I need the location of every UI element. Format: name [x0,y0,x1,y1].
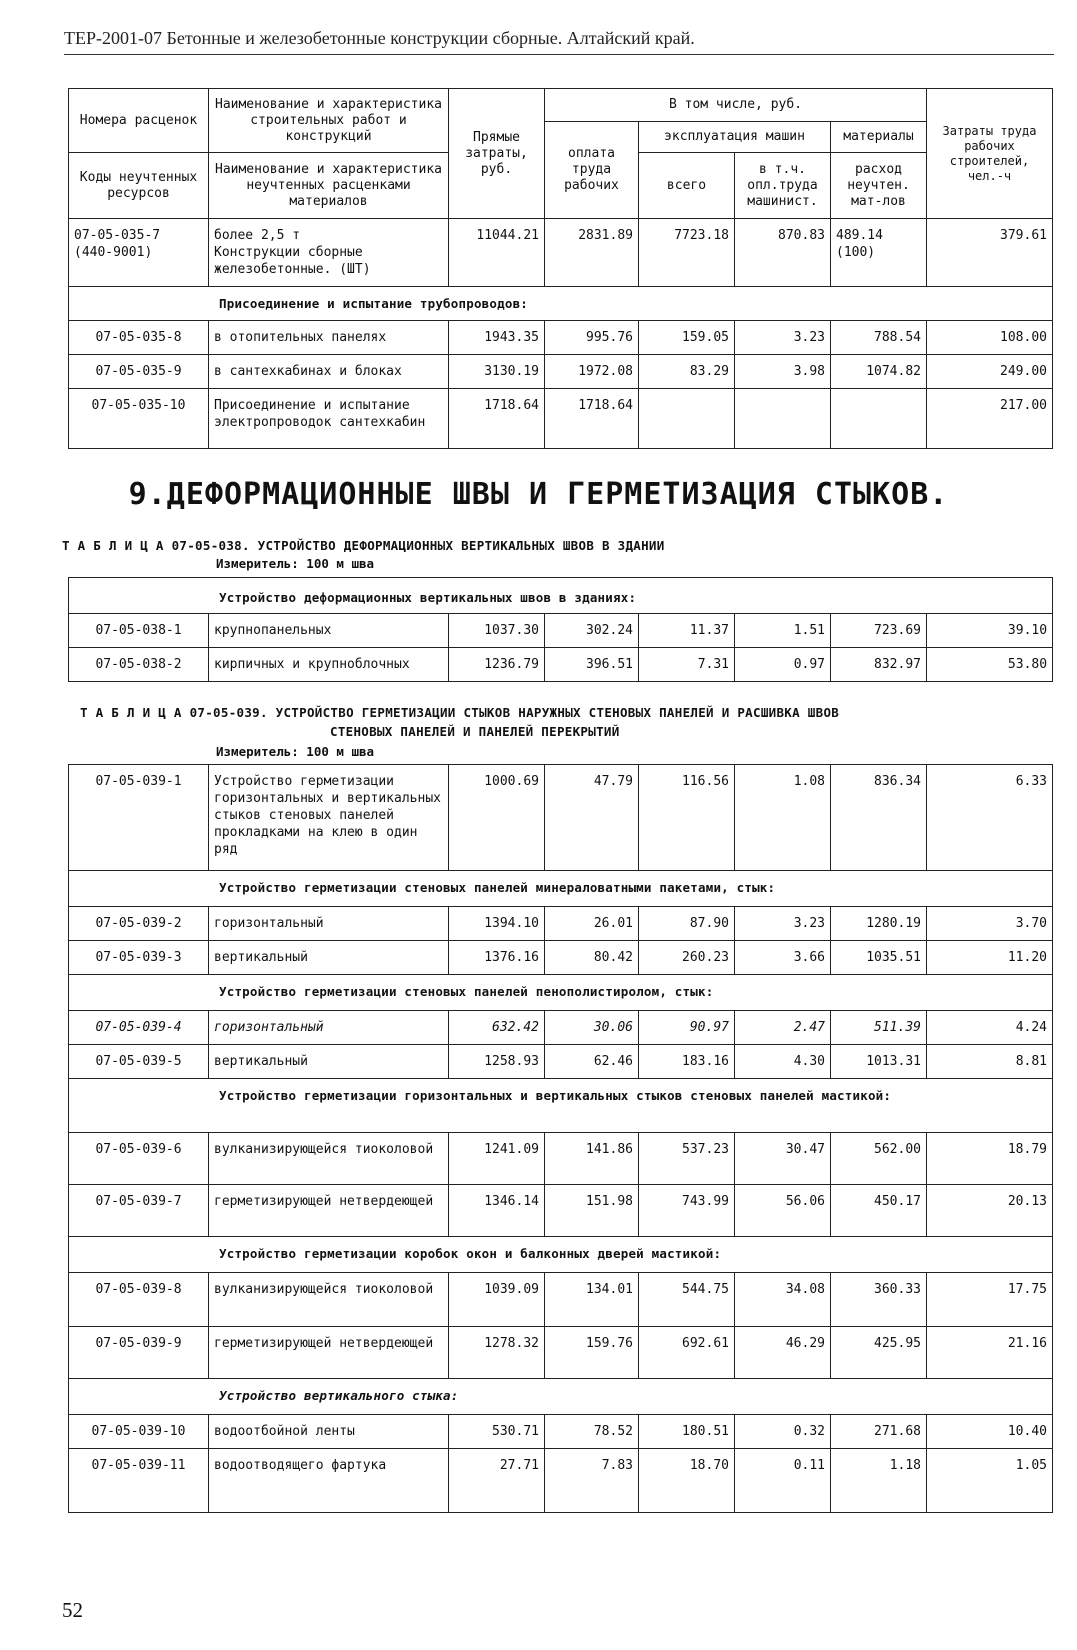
cell-m-total: 11.37 [639,614,735,648]
section-heading: Устройство герметизации горизонтальных и вертикальных стыков стеновых панелей мастикой: [69,1079,1053,1133]
cell-pay: 396.51 [545,648,639,682]
cell-materials: 360.33 [831,1273,927,1327]
cell-direct: 3130.19 [449,355,545,389]
cell-m-incl: 0.32 [735,1415,831,1449]
section-heading: Устройство герметизации стеновых панелей пенополистиролом, стык: [69,975,1053,1011]
row-code: 07-05-035-7 (440-9001) [69,219,209,287]
cell-pay: 159.76 [545,1327,639,1379]
cell-pay: 2831.89 [545,219,639,287]
cell-direct: 1394.10 [449,907,545,941]
section-heading: Присоединение и испытание трубопроводов: [69,287,1053,321]
cell-materials: 1013.31 [831,1045,927,1079]
cell-direct: 1258.93 [449,1045,545,1079]
cell-m-total: 18.70 [639,1449,735,1513]
cell-pay: 80.42 [545,941,639,975]
cell-materials: 450.17 [831,1185,927,1237]
cell-pay: 47.79 [545,765,639,871]
row-code: 07-05-039-5 [69,1045,209,1079]
col-m-incl: в т.ч. опл.труда машинист. [735,153,831,219]
cell-m-incl: 56.06 [735,1185,831,1237]
table-row [69,1415,1053,1449]
row-code: 07-05-039-8 [69,1273,209,1327]
cell-m-incl: 1.51 [735,614,831,648]
table-label: Т А Б Л И Ц А [62,538,164,553]
cell-materials: 1074.82 [831,355,927,389]
cell-labor: 108.00 [927,321,1053,355]
cell-m-incl: 30.47 [735,1133,831,1185]
col-materials: материалы [831,122,927,153]
cell-labor: 4.24 [927,1011,1053,1045]
cell-m-total: 544.75 [639,1273,735,1327]
cell-materials: 1035.51 [831,941,927,975]
cell-direct: 1039.09 [449,1273,545,1327]
cell-labor: 8.81 [927,1045,1053,1079]
row-code: 07-05-039-10 [69,1415,209,1449]
cell-m-total: 180.51 [639,1415,735,1449]
cell-pay: 7.83 [545,1449,639,1513]
cell-m-total: 87.90 [639,907,735,941]
cell-m-incl: 3.98 [735,355,831,389]
table-row [69,1133,1053,1185]
table-07-05-039 [68,764,1053,1513]
cell-m-total: 692.61 [639,1327,735,1379]
cell-m-total: 183.16 [639,1045,735,1079]
row-name: герметизирующей нетвердеющей [209,1327,449,1379]
cell-direct: 1376.16 [449,941,545,975]
cell-direct: 1000.69 [449,765,545,871]
cell-m-total: 90.97 [639,1011,735,1045]
col-pay: оплата труда рабочих [545,122,639,219]
table-row [69,389,1053,449]
col-direct: Прямые затраты, руб. [449,89,545,219]
cell-pay: 134.01 [545,1273,639,1327]
cell-materials: 723.69 [831,614,927,648]
cell-labor: 11.20 [927,941,1053,975]
row-name: водоотбойной ленты [209,1415,449,1449]
table-row [69,907,1053,941]
cell-labor: 249.00 [927,355,1053,389]
table-title: 07-05-039. УСТРОЙСТВО ГЕРМЕТИЗАЦИИ СТЫКОВ НАРУЖНЫХ СТЕНОВЫХ ПАНЕЛЕЙ И РАСШИВКА ШВОВ [189,705,840,720]
table-row [69,1327,1053,1379]
col-name-bottom: Наименование и характеристика неучтенных расценками материалов [209,153,449,219]
table-row [69,355,1053,389]
cell-labor: 1.05 [927,1449,1053,1513]
section-row [69,287,1053,321]
row-code: 07-05-039-9 [69,1327,209,1379]
cell-direct: 1037.30 [449,614,545,648]
cell-materials: 1.18 [831,1449,927,1513]
row-code: 07-05-039-2 [69,907,209,941]
section-row [69,1237,1053,1273]
row-code: 07-05-038-2 [69,648,209,682]
table-row [69,941,1053,975]
page-number: 52 [62,1598,83,1622]
row-name: Присоединение и испытание электропроводок сантехкабин [209,389,449,449]
cell-m-total: 116.56 [639,765,735,871]
table-row [69,219,1053,287]
section-heading: Устройство вертикального стыка: [69,1379,1053,1415]
cell-materials: 511.39 [831,1011,927,1045]
cell-m-total [639,389,735,449]
table-row [69,1185,1053,1237]
cell-direct: 632.42 [449,1011,545,1045]
table-row [69,765,1053,871]
row-name: вертикальный [209,1045,449,1079]
col-code-bottom: Коды неучтенных ресурсов [69,153,209,219]
row-name: герметизирующей нетвердеющей [209,1185,449,1237]
table-07-05-038 [68,577,1053,682]
row-code: 07-05-035-9 [69,355,209,389]
row-name: вулканизирующейся тиоколовой [209,1273,449,1327]
section-row [69,578,1053,614]
cell-m-total: 743.99 [639,1185,735,1237]
table-caption-038 [62,538,665,553]
row-name-line: Конструкции сборные железобетонные. [214,245,363,277]
cell-labor: 10.40 [927,1415,1053,1449]
header-rule [64,54,1054,55]
table-measure-039: Измеритель: 100 м шва [216,744,375,759]
cell-m-total: 159.05 [639,321,735,355]
cell-materials: 1280.19 [831,907,927,941]
cell-materials: 425.95 [831,1327,927,1379]
row-name: крупнопанельных [209,614,449,648]
row-code: 07-05-039-11 [69,1449,209,1513]
cell-direct: 530.71 [449,1415,545,1449]
cell-m-incl: 2.47 [735,1011,831,1045]
cell-m-total: 260.23 [639,941,735,975]
col-code-top: Номера расценок [69,89,209,153]
row-name: Устройство герметизации горизонтальных и вертикальных стыков стеновых панелей прокладками на клею в один ряд [209,765,449,871]
cell-labor: 39.10 [927,614,1053,648]
section-row [69,1079,1053,1133]
cell-direct: 1278.32 [449,1327,545,1379]
table-row [69,614,1053,648]
table-row [69,1011,1053,1045]
running-header: ТЕР-2001-07 Бетонные и железобетонные конструкции сборные. Алтайский край. [64,28,695,48]
cell-m-incl: 3.66 [735,941,831,975]
section-heading: Устройство герметизации стеновых панелей минераловатными пакетами, стык: [69,871,1053,907]
section-row [69,975,1053,1011]
row-code: 07-05-039-4 [69,1011,209,1045]
row-name: вулканизирующейся тиоколовой [209,1133,449,1185]
cell-materials: 562.00 [831,1133,927,1185]
cell-materials: 832.97 [831,648,927,682]
cell-materials [831,389,927,449]
cell-m-total: 537.23 [639,1133,735,1185]
cell-pay: 995.76 [545,321,639,355]
cell-m-incl: 1.08 [735,765,831,871]
cell-labor: 217.00 [927,389,1053,449]
row-name [209,219,449,287]
header-row-1 [69,89,1053,122]
cell-m-incl: 870.83 [735,219,831,287]
cell-m-total: 7723.18 [639,219,735,287]
cell-direct: 1346.14 [449,1185,545,1237]
col-name-top: Наименование и характеристика строительных работ и конструкций [209,89,449,153]
row-code: 07-05-038-1 [69,614,209,648]
cell-labor: 18.79 [927,1133,1053,1185]
cell-labor: 53.80 [927,648,1053,682]
row-code: 07-05-035-8 [69,321,209,355]
cell-labor: 6.33 [927,765,1053,871]
row-code: 07-05-035-10 [69,389,209,449]
cell-m-incl: 3.23 [735,907,831,941]
cell-labor: 17.75 [927,1273,1053,1327]
cell-pay: 1718.64 [545,389,639,449]
cell-direct: 1943.35 [449,321,545,355]
table-label: Т А Б Л И Ц А [80,705,182,720]
cell-m-incl: 3.23 [735,321,831,355]
cell-pay: 30.06 [545,1011,639,1045]
table-07-05-035 [68,88,1053,449]
table-row [69,1045,1053,1079]
table-row [69,1449,1053,1513]
cell-m-incl: 4.30 [735,1045,831,1079]
cell-pay: 62.46 [545,1045,639,1079]
cell-pay: 151.98 [545,1185,639,1237]
cell-labor: 20.13 [927,1185,1053,1237]
cell-materials: 836.34 [831,765,927,871]
table-caption-039-line2: СТЕНОВЫХ ПАНЕЛЕЙ И ПАНЕЛЕЙ ПЕРЕКРЫТИЙ [330,724,620,739]
cell-m-incl: 0.97 [735,648,831,682]
section-heading: Устройство герметизации коробок окон и балконных дверей мастикой: [69,1237,1053,1273]
cell-direct: 1236.79 [449,648,545,682]
cell-labor: 21.16 [927,1327,1053,1379]
row-code: 07-05-039-3 [69,941,209,975]
row-code: 07-05-039-1 [69,765,209,871]
row-name: горизонтальный [209,907,449,941]
cell-direct: 1241.09 [449,1133,545,1185]
row-name: кирпичных и крупноблочных [209,648,449,682]
cell-labor: 3.70 [927,907,1053,941]
cell-pay: 26.01 [545,907,639,941]
col-machines: эксплуатация машин [639,122,831,153]
cell-m-incl: 34.08 [735,1273,831,1327]
cell-m-total: 83.29 [639,355,735,389]
section-title: 9.ДЕФОРМАЦИОННЫЕ ШВЫ И ГЕРМЕТИЗАЦИЯ СТЫКОВ. [128,477,949,512]
cell-m-incl [735,389,831,449]
row-name: вертикальный [209,941,449,975]
cell-direct: 1718.64 [449,389,545,449]
cell-direct: 11044.21 [449,219,545,287]
cell-m-incl: 0.11 [735,1449,831,1513]
cell-pay: 78.52 [545,1415,639,1449]
row-name-line: более 2,5 т [214,228,301,243]
col-mat-cons: расход неучтен. мат-лов [831,153,927,219]
table-row [69,1273,1053,1327]
section-row [69,871,1053,907]
table-row [69,321,1053,355]
row-name: в сантехкабинах и блоках [209,355,449,389]
cell-materials: 489.14 (100) [831,219,927,287]
table-title: 07-05-038. УСТРОЙСТВО ДЕФОРМАЦИОННЫХ ВЕРТИКАЛЬНЫХ ШВОВ В ЗДАНИИ [171,538,665,553]
cell-m-incl: 46.29 [735,1327,831,1379]
section-heading: Устройство деформационных вертикальных швов в зданиях: [69,578,1053,614]
col-labor: Затраты труда рабочих строителей, чел.-ч [927,89,1053,219]
table-measure-038: Измеритель: 100 м шва [216,556,375,571]
table-caption-039 [80,705,839,720]
row-name: горизонтальный [209,1011,449,1045]
col-m-total: всего [639,153,735,219]
row-code: 07-05-039-6 [69,1133,209,1185]
table-row [69,648,1053,682]
cell-direct: 27.71 [449,1449,545,1513]
row-name: водоотводящего фартука [209,1449,449,1513]
cell-labor: 379.61 [927,219,1053,287]
cell-m-total: 7.31 [639,648,735,682]
cell-materials: 788.54 [831,321,927,355]
cell-pay: 141.86 [545,1133,639,1185]
cell-pay: 302.24 [545,614,639,648]
cell-materials: 271.68 [831,1415,927,1449]
row-code: 07-05-039-7 [69,1185,209,1237]
row-unit: (ШТ) [339,262,371,277]
section-row [69,1379,1053,1415]
cell-pay: 1972.08 [545,355,639,389]
row-name: в отопительных панелях [209,321,449,355]
col-incl: В том числе, руб. [545,89,927,122]
